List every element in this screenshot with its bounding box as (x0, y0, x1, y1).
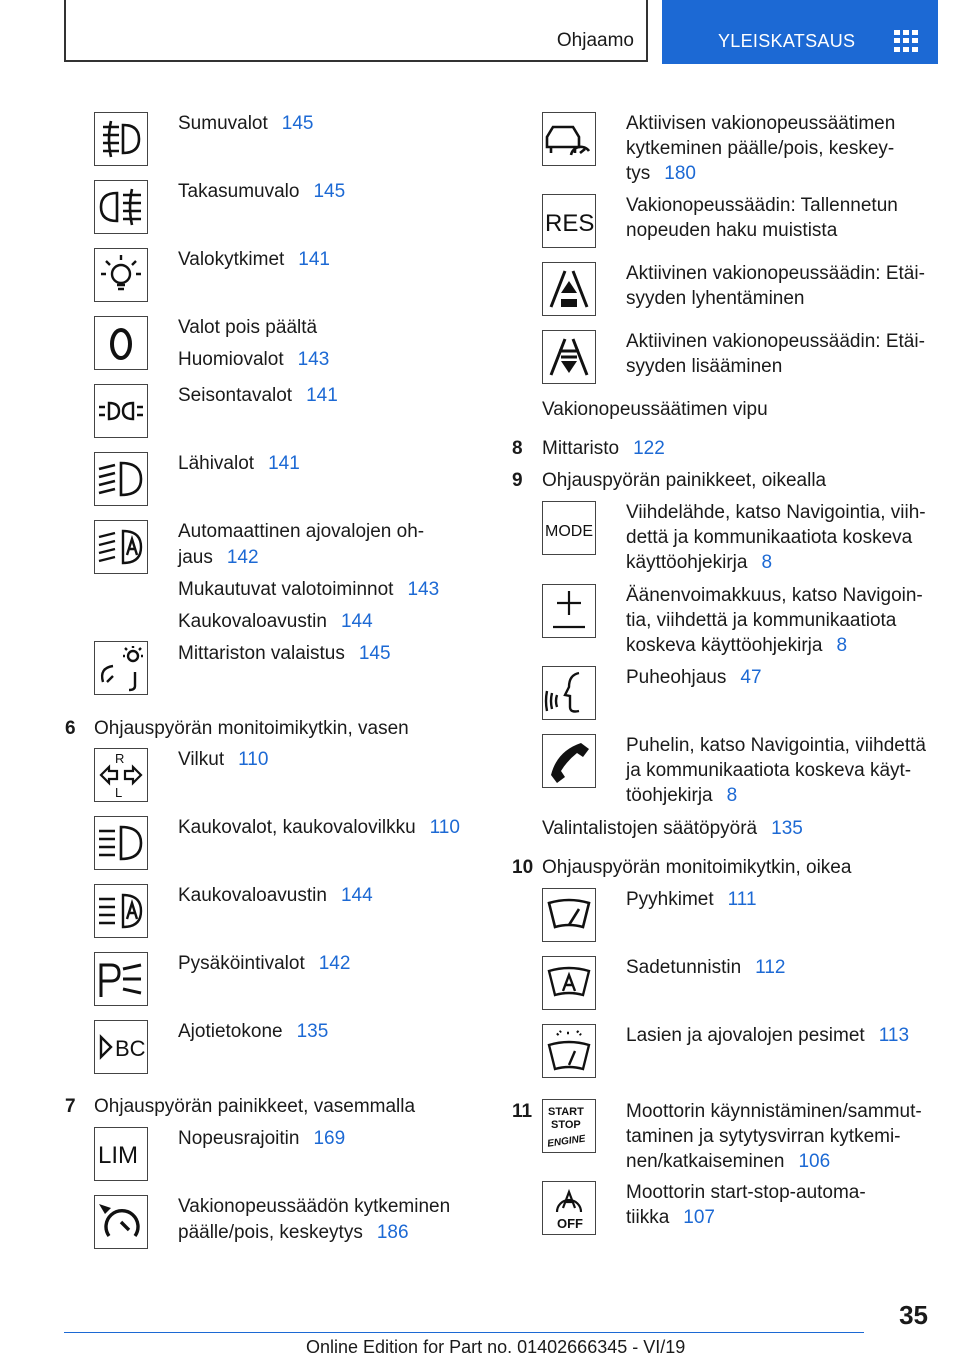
list-item-text: Automaattinen ajovalojen oh- (178, 521, 425, 542)
list-item-text: tiikka 107 (626, 1207, 715, 1228)
item-number: 11 (512, 1101, 533, 1122)
page-ref[interactable]: 180 (664, 163, 696, 184)
list-item-text: Puheohjaus 47 (626, 667, 762, 688)
list-item-text: Pysäköintivalot 142 (178, 953, 351, 974)
parking-light-icon (94, 384, 148, 438)
page-ref[interactable]: 141 (298, 249, 330, 270)
item-number: 6 (65, 718, 76, 739)
washer-icon (542, 1024, 596, 1078)
high-beam-assist-icon (94, 884, 148, 938)
item-title: Ohjauspyörän painikkeet, oikealla (542, 470, 827, 491)
list-item-text: nen/katkaiseminen 106 (626, 1151, 831, 1172)
item-title: Ohjauspyörän monitoimikytkin, oikea (542, 857, 852, 878)
list-item-text: Viihdelähde, katso Navigointia, viih- (626, 502, 926, 523)
page-number: 35 (899, 1300, 928, 1330)
rain-sensor-icon (542, 956, 596, 1010)
page-ref[interactable]: 143 (297, 349, 330, 370)
page-ref[interactable]: 122 (633, 438, 665, 459)
page-ref[interactable]: 145 (358, 643, 391, 664)
list-item-text: Sadetunnistin 112 (626, 957, 786, 978)
phone-icon (542, 734, 596, 788)
page-ref[interactable]: 135 (771, 818, 803, 839)
list-item-text: koskeva käyttöohjekirja 8 (626, 635, 848, 656)
distance-increase-icon (542, 330, 596, 384)
voice-control-icon (542, 666, 596, 720)
page-ref[interactable]: 8 (761, 552, 773, 573)
item-number: 8 (512, 438, 523, 459)
page-ref[interactable]: 111 (727, 889, 757, 910)
list-item-text: Takasumuvalo 145 (178, 181, 346, 202)
header-section-tab[interactable] (662, 0, 938, 64)
svg-text:START: START (548, 1106, 584, 1118)
page-ref[interactable]: 106 (798, 1151, 831, 1172)
distance-decrease-icon (542, 262, 596, 316)
header-chapter-box (64, 0, 648, 62)
list-item-text: Valokytkimet 141 (178, 249, 330, 270)
list-item-text: Vilkut 110 (178, 749, 269, 770)
res-icon (542, 194, 596, 248)
page-ref[interactable]: 141 (306, 385, 338, 406)
light-switch-icon (94, 248, 148, 302)
list-item-text: töohjekirja 8 (626, 785, 738, 806)
item-title: Ohjauspyörän monitoimikytkin, vasen (94, 718, 409, 739)
list-item-text: Valot pois päältä (178, 317, 318, 338)
list-item-text: Kaukovalot, kaukovalovilkku 110 (178, 817, 460, 838)
volume-icon (542, 584, 596, 638)
page-ref[interactable]: 112 (755, 957, 786, 978)
list-item-text: Nopeusrajoitin 169 (178, 1128, 346, 1149)
list-item-text: Huomiovalot 143 (178, 349, 330, 370)
page-ref[interactable]: 8 (836, 635, 848, 656)
list-item-text: tys 180 (626, 163, 696, 184)
lim-icon (94, 1127, 148, 1181)
wiper-icon (542, 888, 596, 942)
list-item-text: päälle/pois, keskeytys 186 (178, 1222, 409, 1243)
list-item-text: Pyyhkimet 111 (626, 889, 757, 910)
page-ref[interactable]: 107 (683, 1207, 715, 1228)
page-ref[interactable]: 8 (726, 785, 738, 806)
list-item-text: Mukautuvat valotoiminnot 143 (178, 579, 440, 600)
list-item-text: Lähivalot 141 (178, 453, 300, 474)
page-ref[interactable]: 143 (407, 579, 440, 600)
item-number: 7 (65, 1096, 76, 1117)
page-ref[interactable]: 144 (340, 611, 373, 632)
list-item-text: Moottorin start-stop-automa- (626, 1182, 866, 1203)
list-item-text: tia, viihdettä ja kommunikaatiota (626, 610, 897, 631)
list-item-text: nopeuden haku muistista (626, 220, 838, 241)
list-item-text: Aktiivisen vakionopeussäätimen (626, 113, 896, 134)
thumbwheel-label: Valintalistojen säätöpyörä 135 (542, 818, 803, 839)
page-ref[interactable]: 145 (313, 181, 346, 202)
list-item-text: Kaukovaloavustin 144 (178, 611, 373, 632)
svg-text:R: R (115, 751, 125, 766)
footer-divider (64, 1332, 864, 1333)
list-item-text: Vakionopeussäädin: Tallennetun (626, 195, 898, 216)
grid-menu-icon[interactable] (894, 30, 918, 52)
list-item-text: Lasien ja ajovalojen pesimet 113 (626, 1025, 910, 1046)
cruise-control-icon (94, 1195, 148, 1249)
list-item-text: Kaukovaloavustin 144 (178, 885, 373, 906)
svg-text:LIM: LIM (98, 1142, 139, 1169)
list-item-text: syyden lisääminen (626, 356, 783, 377)
bc-icon (94, 1020, 148, 1074)
page-ref[interactable]: 186 (376, 1222, 409, 1243)
lights-off-icon (94, 316, 148, 370)
low-beam-icon (94, 452, 148, 506)
start-stop-icon (542, 1099, 596, 1153)
list-item-text: Äänenvoimakkuus, katso Navigoin- (626, 585, 923, 606)
page-ref[interactable]: 145 (281, 113, 314, 134)
item-number: 10 (512, 857, 534, 878)
front-fog-light-icon (94, 112, 148, 166)
mode-icon (542, 501, 596, 555)
list-item-text: Aktiivinen vakionopeussäädin: Etäi- (626, 331, 925, 352)
item-title: Mittaristo 122 (542, 438, 665, 459)
list-item-text: Seisontavalot 141 (178, 385, 338, 406)
list-item-text: käyttöohjekirja 8 (626, 552, 773, 573)
instrument-lighting-icon (94, 641, 148, 695)
page-ref[interactable]: 110 (429, 817, 460, 838)
svg-text:RES: RES (545, 210, 595, 237)
list-item-text: Sumuvalot 145 (178, 113, 314, 134)
page-ref[interactable]: 141 (268, 453, 300, 474)
page-ref[interactable]: 113 (878, 1025, 910, 1046)
section-title: YLEISKATSAUS (718, 31, 856, 51)
active-cruise-icon (542, 112, 596, 166)
list-item-text: kytkeminen päälle/pois, keskey- (626, 138, 895, 159)
list-item-text: jaus 142 (178, 547, 259, 568)
list-item-text: Ajotietokone 135 (178, 1021, 329, 1042)
svg-text:OFF: OFF (557, 1216, 583, 1231)
rear-fog-light-icon (94, 180, 148, 234)
high-beam-icon (94, 816, 148, 870)
auto-start-stop-icon (542, 1181, 596, 1235)
svg-text:BC: BC (115, 1036, 146, 1061)
list-item-text: dettä ja kommunikaatiota koskeva (626, 527, 913, 548)
list-item-text: ja kommunikaatiota koskeva käyt- (626, 760, 912, 781)
svg-text:L: L (115, 785, 123, 800)
auto-headlight-icon (94, 520, 148, 574)
list-item-text: taminen ja sytytysvirran kytkemi- (626, 1126, 901, 1147)
rocker-label: Vakionopeussäätimen vipu (542, 399, 768, 420)
page-ref[interactable]: 135 (296, 1021, 329, 1042)
page-ref[interactable]: 169 (313, 1128, 346, 1149)
chapter-title: Ohjaamo (556, 30, 634, 51)
list-item-text: syyden lyhentäminen (626, 288, 805, 309)
roadside-parking-light-icon (94, 952, 148, 1006)
svg-text:STOP: STOP (551, 1119, 581, 1131)
list-item-text: Moottorin käynnistäminen/sammut- (626, 1101, 922, 1122)
list-item-text: Mittariston valaistus 145 (178, 643, 391, 664)
list-item-text: Puhelin, katso Navigointia, viihdettä (626, 735, 926, 756)
footer-edition: Online Edition for Part no. 01402666345 - VI/19 (306, 1337, 686, 1357)
svg-text:ENGINE: ENGINE (546, 1133, 587, 1150)
page-ref[interactable]: 142 (318, 953, 351, 974)
list-item-text: Aktiivinen vakionopeussäädin: Etäi- (626, 263, 925, 284)
turn-signal-icon (94, 748, 148, 802)
page-ref[interactable]: 144 (340, 885, 373, 906)
page-ref[interactable]: 47 (740, 667, 762, 688)
list-item-text: Vakionopeussäädön kytkeminen (178, 1196, 451, 1217)
item-number: 9 (512, 470, 523, 491)
item-title: Ohjauspyörän painikkeet, vasemmalla (94, 1096, 416, 1117)
page-ref[interactable]: 142 (226, 547, 259, 568)
page-ref[interactable]: 110 (238, 749, 269, 770)
svg-text:MODE: MODE (545, 523, 593, 540)
